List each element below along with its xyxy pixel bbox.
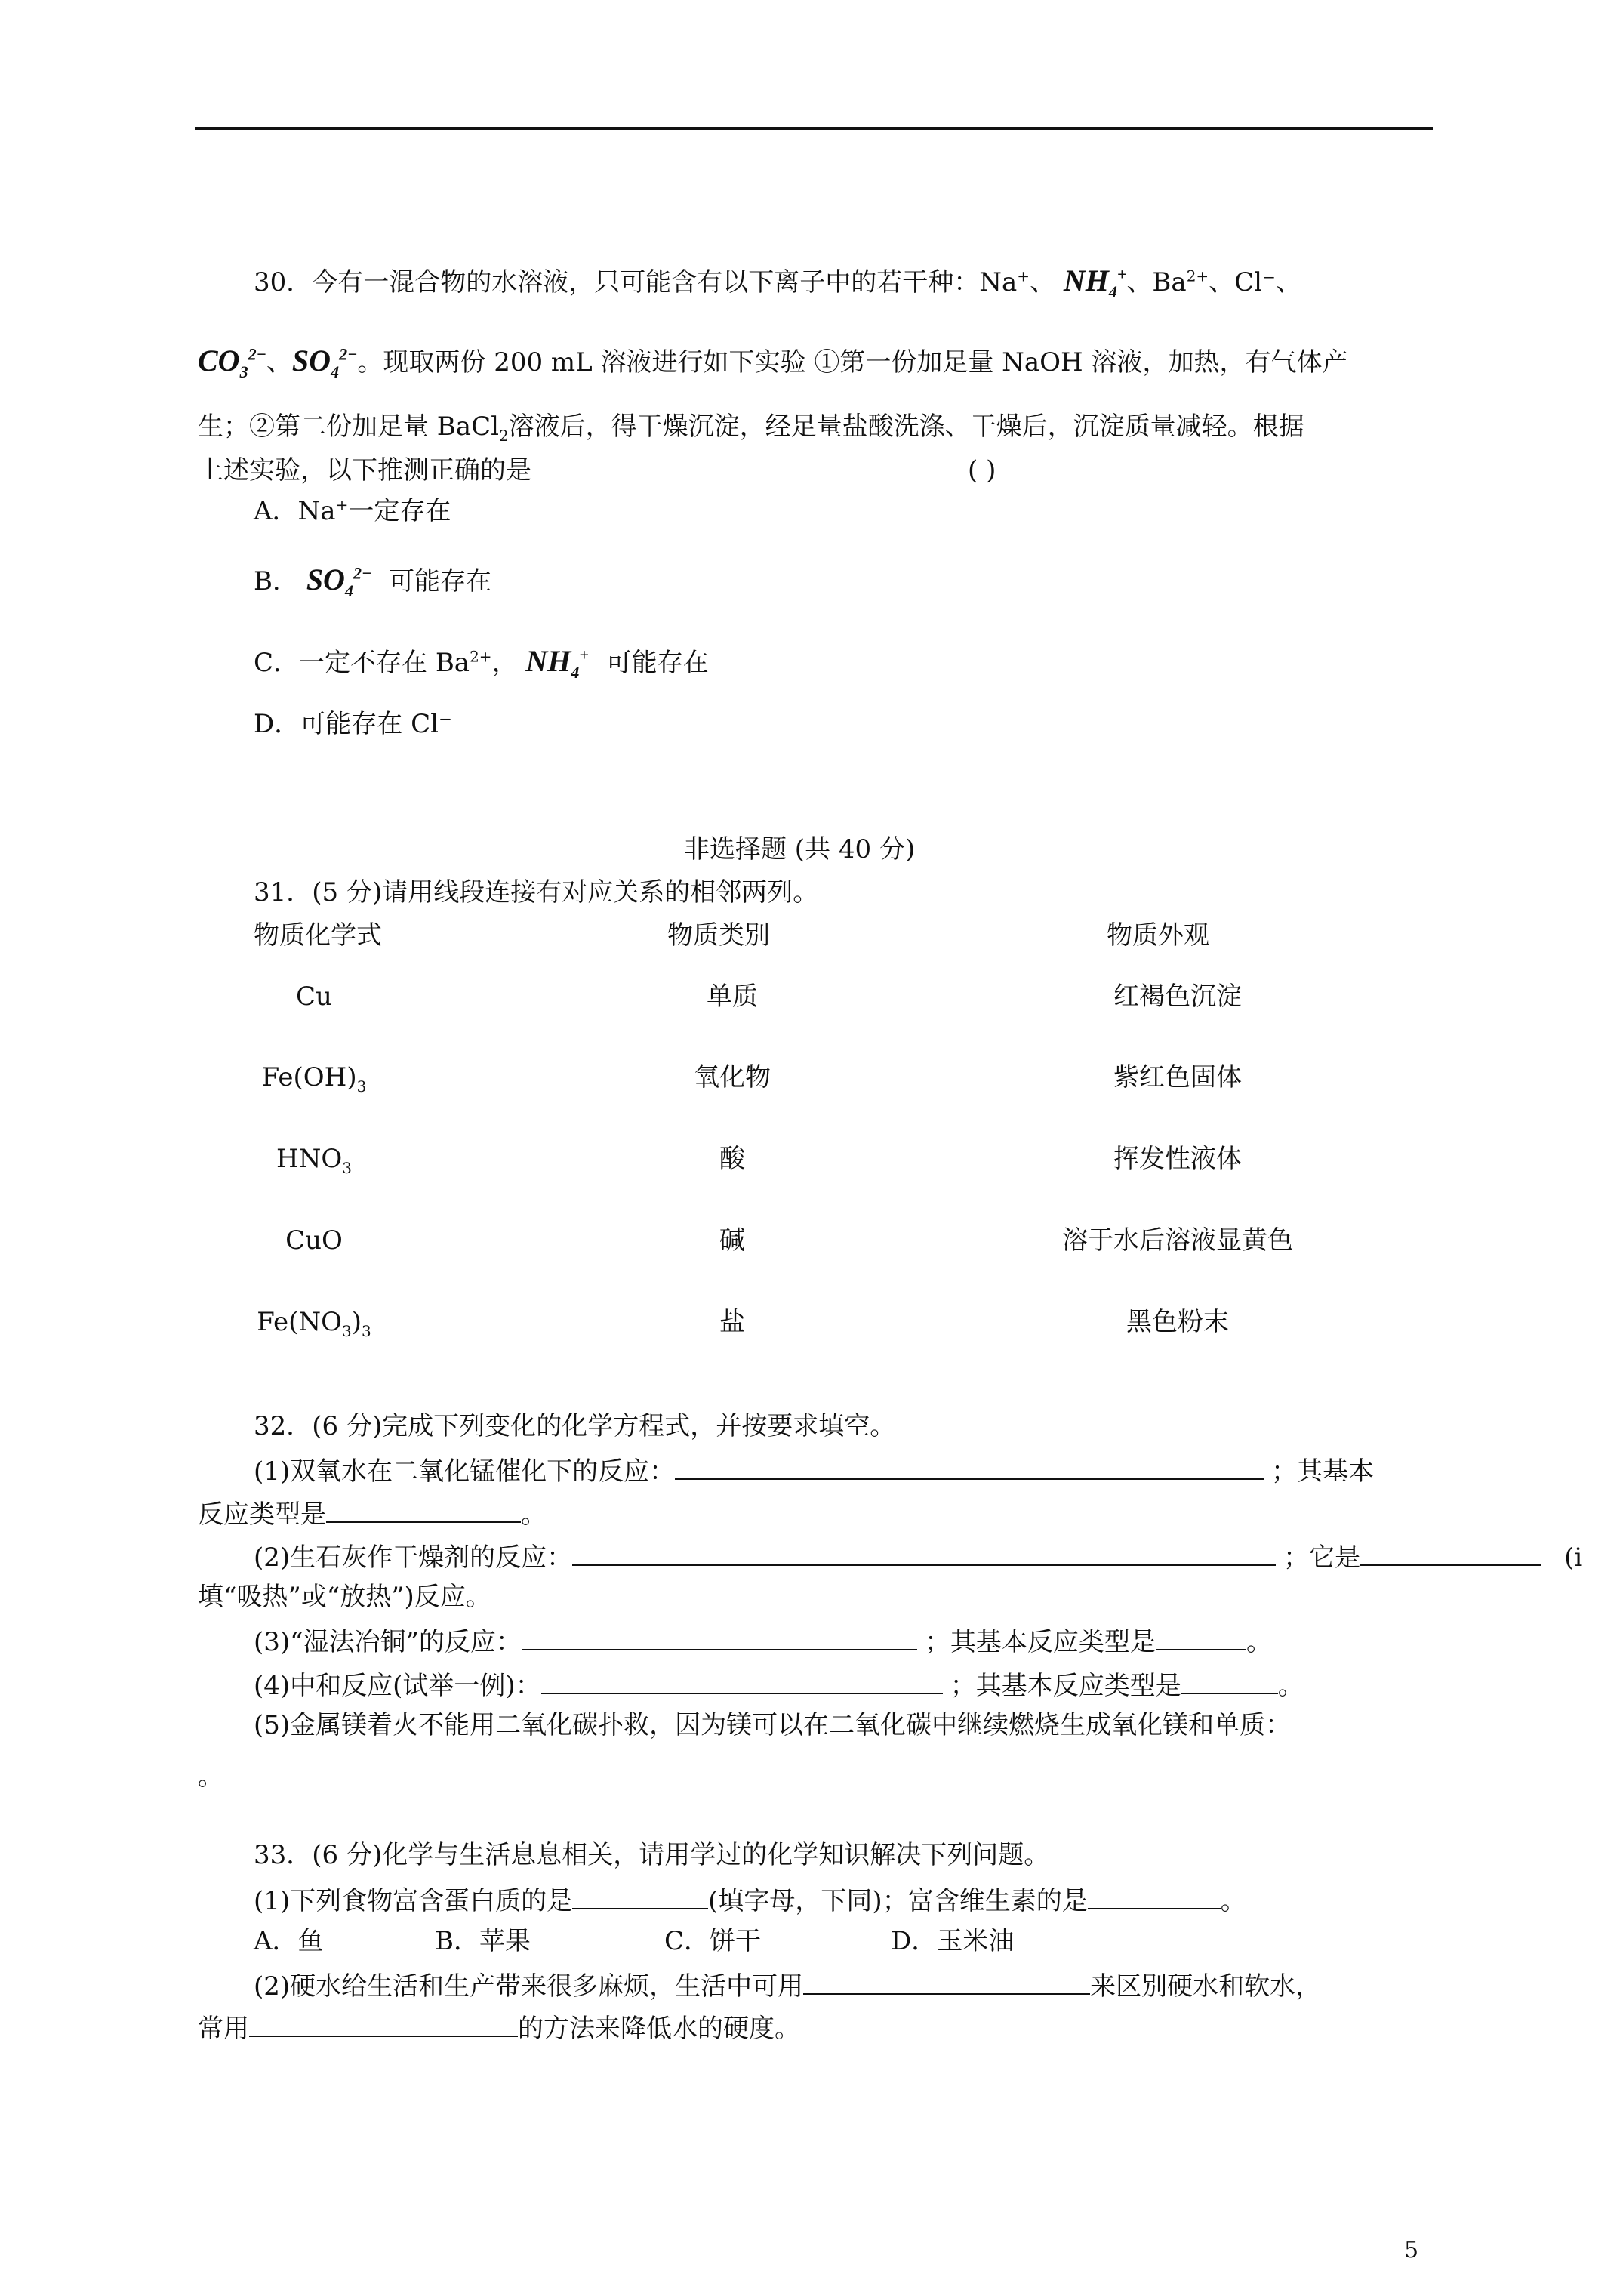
- so4-formula: [291, 344, 358, 381]
- q33-text: 来区别硬水和软水，: [1090, 1971, 1322, 2002]
- formula-text: NH: [525, 644, 571, 678]
- option-text: B．苹果: [435, 1926, 531, 1956]
- formula-text: Fe(OH): [261, 1062, 357, 1093]
- formula-text: SO: [306, 562, 345, 596]
- q32-text: ；其基本反应类型是: [950, 1671, 1181, 1701]
- category-item: [657, 1309, 808, 1335]
- option-text: 可能存在: [605, 648, 709, 678]
- category-text: 盐: [719, 1307, 745, 1337]
- q30-option-b: [254, 562, 492, 600]
- charge: +: [1017, 267, 1030, 285]
- option-text: A．Na: [254, 496, 336, 526]
- answer-blank[interactable]: [1181, 1670, 1278, 1694]
- appearance-item: [989, 1062, 1366, 1093]
- answer-blank[interactable]: [572, 1542, 1276, 1566]
- q32-text: ；其基本: [1271, 1456, 1375, 1487]
- option-text: C．饼干: [664, 1926, 762, 1956]
- answer-blank[interactable]: [803, 1971, 1090, 1995]
- q33-text: 的方法来降低水的硬度。: [518, 2014, 800, 2044]
- answer-blank[interactable]: [326, 1499, 521, 1523]
- q33-text: (1)下列食物富含蛋白质的是: [254, 1886, 573, 1916]
- q30-text: 上述实验，以下推测正确的是: [198, 455, 531, 485]
- subscript: 4: [344, 581, 353, 600]
- answer-blank[interactable]: [1360, 1542, 1541, 1566]
- category-item: [657, 1225, 808, 1256]
- q32-stem: [254, 1413, 895, 1439]
- charge: +: [1116, 264, 1127, 284]
- appearance-text: 紫红色固体: [1113, 1062, 1242, 1093]
- charge: 2−: [339, 344, 358, 364]
- appearance-text: 挥发性液体: [1113, 1144, 1242, 1174]
- formula-text: SO: [291, 344, 331, 378]
- formula-text: Cu: [296, 982, 332, 1012]
- formula-text: ): [351, 1307, 362, 1337]
- subscript: 3: [239, 362, 248, 381]
- q30-text: 、Ba: [1126, 267, 1187, 297]
- formula-text: CO: [198, 344, 240, 378]
- q32-part2: [254, 1542, 1583, 1573]
- subscript: 4: [571, 663, 580, 682]
- q33-text: 。: [1220, 1886, 1246, 1916]
- q33-option-b: [435, 1928, 531, 1954]
- formula-item: [216, 982, 412, 1012]
- formula-text: CuO: [285, 1225, 343, 1256]
- answer-blank[interactable]: [1156, 1626, 1246, 1650]
- section-title: [684, 834, 916, 864]
- q33-option-d: [891, 1928, 1014, 1954]
- option-text: A．鱼: [254, 1926, 324, 1956]
- q30-option-c: [254, 644, 709, 682]
- q32-text: 。: [1246, 1627, 1272, 1657]
- header-text: 物质类别: [667, 920, 770, 951]
- option-text: ，: [491, 648, 518, 678]
- q30-text: 溶液后，得干燥沉淀，经足量盐酸洗涤、干燥后，沉淀质量减轻。根据: [508, 411, 1304, 442]
- charge: 2−: [353, 563, 372, 583]
- q33-stem: [254, 1842, 1049, 1868]
- q33-text: (2)硬水给生活和生产带来很多麻烦，生活中可用: [254, 1971, 804, 2002]
- q32-text: (1)双氧水在二氧化锰催化下的反应：: [254, 1456, 676, 1487]
- answer-blank[interactable]: [249, 2013, 518, 2037]
- formula-item: [216, 1225, 412, 1256]
- q32-text: 填“吸热”或“放热”)反应。: [198, 1582, 491, 1612]
- appearance-item: [989, 1146, 1366, 1172]
- q31-header-formula: [254, 920, 382, 951]
- formula-item: [216, 1062, 412, 1096]
- q30-text: 生；②第二份加足量 BaCl: [198, 411, 499, 442]
- charge: 2+: [470, 647, 492, 666]
- paren-text: ( ): [968, 455, 996, 485]
- q30-line1: [254, 264, 1302, 301]
- q31-header-category: [667, 920, 770, 951]
- category-item: [657, 982, 808, 1012]
- q32-part3: [254, 1626, 1272, 1655]
- q33-text: 33．(6 分)化学与生活息息相关，请用学过的化学知识解决下列问题。: [254, 1840, 1050, 1870]
- q32-text: (i: [1564, 1542, 1583, 1573]
- q30-option-d: [254, 711, 452, 737]
- category-text: 氧化物: [694, 1062, 771, 1093]
- q32-text: (4)中和反应(试举一例)：: [254, 1671, 541, 1701]
- charge: 2+: [1186, 267, 1209, 285]
- charge: +: [335, 495, 349, 514]
- section-title-text: 非选择题 (共 40 分): [684, 834, 916, 864]
- so4-formula: [306, 562, 372, 600]
- nh4-formula: [525, 644, 589, 682]
- q30-option-a: [254, 495, 451, 526]
- category-text: 单质: [707, 982, 758, 1012]
- q31-text: 31．(5 分)请用线段连接有对应关系的相邻两列。: [254, 877, 819, 908]
- page-number: [1404, 2239, 1418, 2262]
- q33-part1: [254, 1885, 1246, 1914]
- q33-text: 常用: [198, 2014, 249, 2044]
- charge: 2−: [248, 344, 266, 364]
- q32-text: 。: [1277, 1671, 1304, 1701]
- answer-blank[interactable]: [522, 1626, 917, 1650]
- q32-part5-end: [198, 1761, 223, 1792]
- appearance-text: 黑色粉末: [1126, 1307, 1229, 1337]
- q30-line4: [198, 455, 531, 485]
- option-text: B．: [254, 566, 298, 596]
- q32-part2-cont: [198, 1584, 491, 1610]
- q33-part2: [254, 1971, 1322, 2002]
- option-text: 可能存在: [389, 566, 492, 596]
- option-text: C．一定不存在 Ba: [254, 648, 470, 678]
- appearance-item: [989, 1309, 1366, 1335]
- q32-text: ；它是: [1283, 1542, 1361, 1573]
- q33-part2-cont: [198, 2013, 800, 2042]
- subscript: 3: [362, 1321, 371, 1340]
- answer-blank[interactable]: [541, 1670, 943, 1694]
- header-text: 物质外观: [1107, 920, 1209, 951]
- q32-text: ；其基本反应类型是: [924, 1627, 1156, 1657]
- option-text: 一定存在: [348, 496, 451, 526]
- appearance-item: [989, 982, 1366, 1012]
- answer-blank[interactable]: [572, 1885, 708, 1909]
- subscript: 4: [1108, 282, 1117, 301]
- header-text: 物质化学式: [254, 920, 382, 951]
- appearance-text: 红褐色沉淀: [1113, 982, 1242, 1012]
- q30-line3: [198, 411, 1304, 445]
- formula-text: NH: [1063, 264, 1109, 297]
- formula-item: [216, 1144, 412, 1177]
- q30-text: 、Cl⁻、: [1209, 267, 1302, 297]
- q32-text: 32．(6 分)完成下列变化的化学方程式，并按要求填空。: [254, 1411, 896, 1441]
- appearance-item: [989, 1225, 1366, 1256]
- co3-formula: [198, 344, 266, 381]
- q32-part1: [254, 1456, 1375, 1487]
- answer-blank[interactable]: [675, 1456, 1264, 1480]
- subscript: 2: [498, 426, 509, 445]
- q32-text: 反应类型是: [198, 1499, 326, 1530]
- q32-part1-cont: [198, 1499, 547, 1530]
- q32-text: (2)生石灰作干燥剂的反应：: [254, 1542, 573, 1573]
- q31-stem: [254, 877, 819, 908]
- q32-text: (5)金属镁着火不能用二氧化碳扑救，因为镁可以在二氧化碳中继续燃烧生成氧化镁和单质：: [254, 1710, 1292, 1740]
- q33-text: (填字母，下同)；富含维生素的是: [708, 1886, 1088, 1916]
- page-number-text: 5: [1404, 2237, 1419, 2264]
- formula-item: [216, 1307, 412, 1340]
- formula-text: Fe(NO: [257, 1307, 342, 1337]
- option-text: D．玉米油: [891, 1926, 1015, 1956]
- charge: +: [579, 645, 589, 664]
- subscript: 4: [331, 362, 340, 381]
- category-item: [657, 1146, 808, 1172]
- nh4-formula: [1063, 264, 1127, 301]
- header-rule: [195, 127, 1433, 130]
- answer-blank[interactable]: [1088, 1885, 1221, 1909]
- formula-text: HNO: [276, 1144, 343, 1174]
- separator: 、: [1030, 267, 1056, 297]
- category-item: [657, 1062, 808, 1093]
- subscript: 3: [342, 1321, 352, 1340]
- q33-option-c: [664, 1928, 761, 1954]
- q32-text: (3)“湿法冶铜”的反应：: [254, 1627, 522, 1657]
- subscript: 3: [342, 1158, 352, 1177]
- subscript: 3: [356, 1077, 367, 1096]
- category-text: 碱: [719, 1225, 745, 1256]
- q32-text: 。: [521, 1499, 547, 1530]
- separator: 、: [266, 347, 292, 378]
- answer-parens: [968, 455, 996, 485]
- category-text: 酸: [719, 1144, 745, 1174]
- q32-part5: [254, 1712, 1291, 1738]
- q30-line2: [198, 344, 1348, 381]
- q31-header-appearance: [1107, 920, 1209, 951]
- appearance-text: 溶于水后溶液显黄色: [1062, 1225, 1293, 1256]
- option-text: D．可能存在 Cl⁻: [254, 709, 452, 739]
- q30-text: 。现取两份 200 mL 溶液进行如下实验 ①第一份加足量 NaOH 溶液，加热，有气体产: [357, 347, 1348, 378]
- q30-text: 30．今有一混合物的水溶液，只可能含有以下离子中的若干种：Na: [254, 267, 1018, 297]
- q32-text: 。: [198, 1761, 223, 1792]
- q33-option-a: [254, 1928, 324, 1954]
- q32-part4: [254, 1670, 1304, 1699]
